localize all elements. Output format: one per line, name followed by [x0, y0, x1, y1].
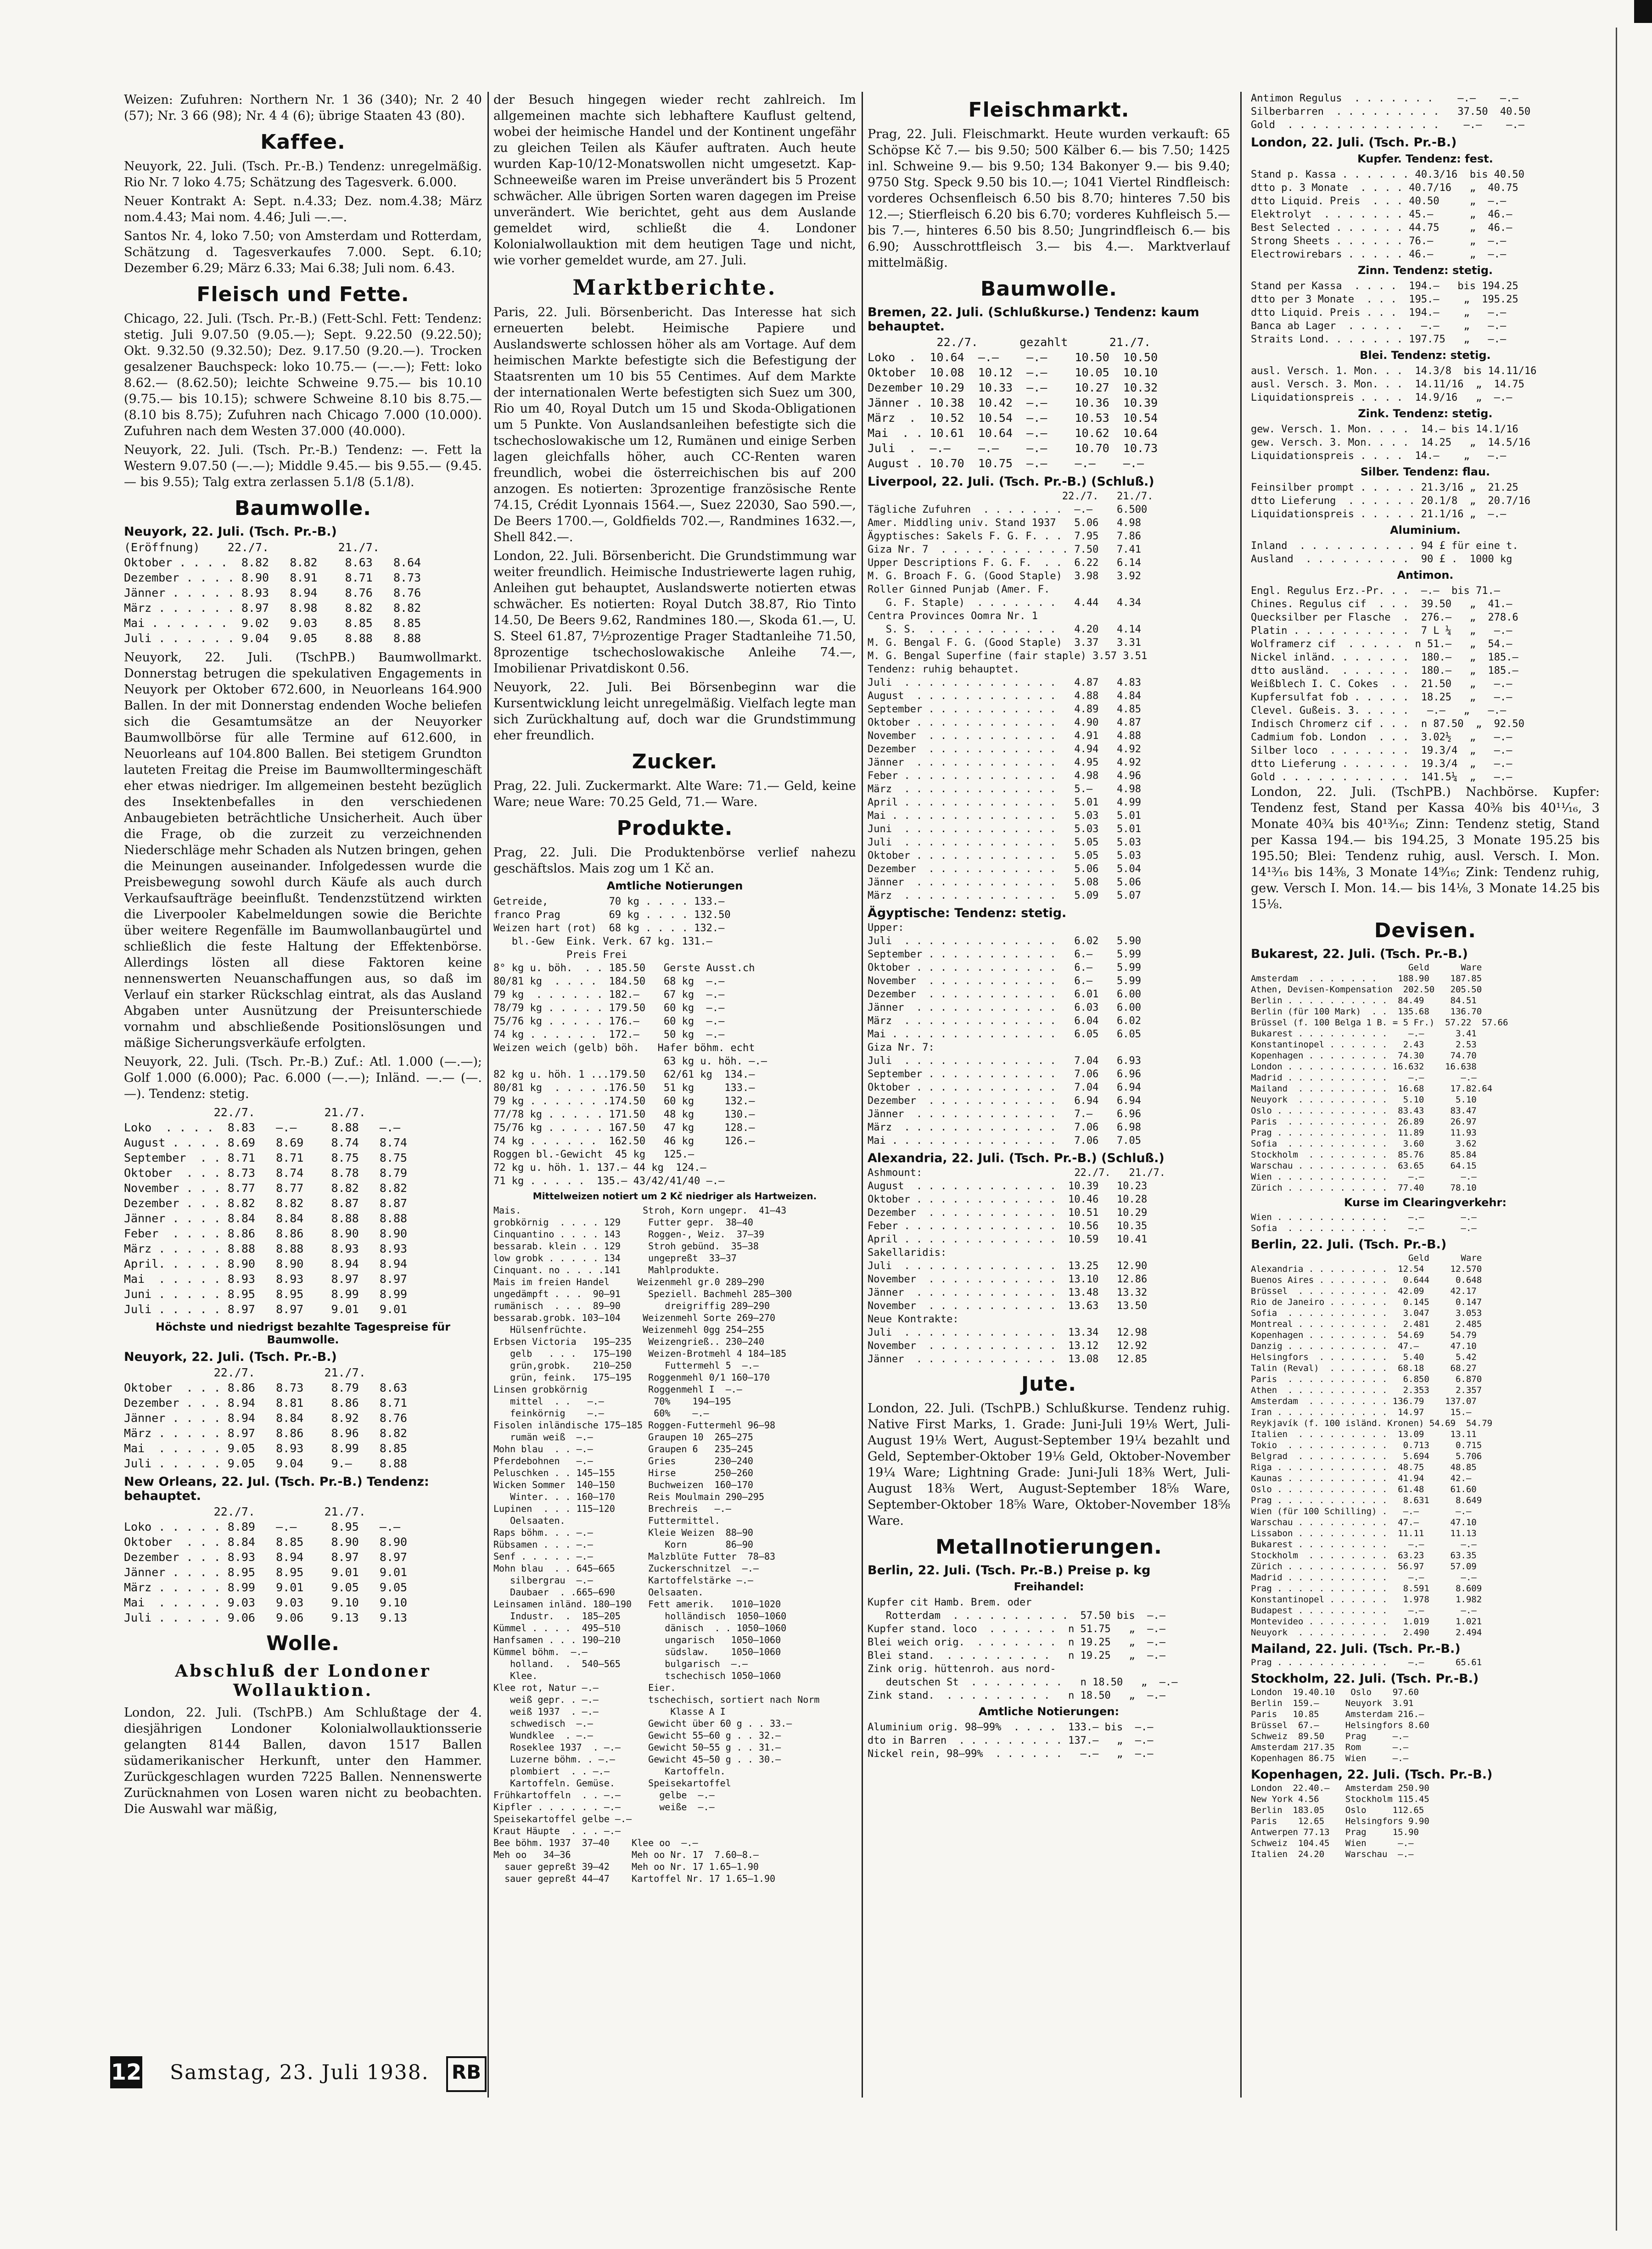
antimon-table: Engl. Regulus Erz.-Pr. . . —.— bis 71.— Chines. Regulus cif . . . 39.50 „ 41.— Quecksilber per Flasche . 276.— „ 278.6 Platin . . . . . . . . . . 7 L ¼ „ —.— Wolframerz cif . . . . . n 51.— „ 54.— Nickel inländ. . . . . . . 180.— „ 185.— dtto ausländ. . . . . . . 180.— „ 185.— Weißblech I. C. Cokes . . 21.50 „ —.— Kupfersulfat fob . . . . . 18.25 „ —.— Clevel. Gußeis. 3. . . . . —.— „ —.— Indisch Chromerz cif . . . n 87.50 „ 92.50 Cadmium fob. London . . . 3.02½ „ —.— Silber loco . . . . . . . 19.3/4 „ —.— dtto Lieferung . . . . . . 19.3/4 „ —.— Gold . . . . . . . . . . . 141.5¼ „ —.— — [1251, 585, 1525, 783]
section-heading-fleisch-fette: Fleisch und Fette. — [196, 283, 409, 306]
column-2 — [493, 92, 856, 2130]
column-4 — [1251, 92, 1600, 2130]
amtliche-table: Getreide, 70 kg . . . . 133.— franco Prag 69 kg . . . . 132.50 Weizen hart (rot) 68 kg . . . . 132.— bl.-Gew Eink. Verk. 67 kg. 131.— Preis Frei 8° kg u. böh. . . 185.50 Gerste Ausst.ch 80/81 kg . . . . 184.50 68 kg —.— 79 kg . . . . . . 182.— 67 kg —.— 78/79 kg . . . . . 179.50 60 kg —.— 75/76 kg . . . . . 176.— 60 kg —.— 74 kg . . . . . . 172.— 50 kg —.— Weizen weich (gelb) böh. Hafer böhm. echt 63 kg u. höh. —.— 82 kg u. höh. 1 ...179.50 62/61 kg 134.— 80/81 kg . . . . .176.50 51 kg 133.— 79 kg . . . . . . .174.50 60 kg 132.— 77/78 kg . . . . . 171.50 48 kg 130.— 75/76 kg . . . . . 167.50 47 kg 128.— 74 kg . . . . . . 162.50 46 kg 126.— Roggen bl.-Gewicht 45 kg 125.— 72 kg u. höh. 1. 137.— 44 kg 124.— 71 kg . . . . . 135.— 43/42/41/40 —.— — [493, 896, 767, 1187]
agypt-heading: Ägyptische: Tendenz: stetig. — [868, 906, 1067, 920]
zinn-table: Stand per Kassa . . . . 194.— bis 194.25 dtto per 3 Monate . . . 195.— „ 195.25 dtto Liquid. Preis . . . 194.— „ —.— Banca ab Lager . . . . . —.— „ —.— Straits Lond. . . . . . . 197.75 „ —.— — [1251, 280, 1518, 345]
wolle-subheading: Abschluß der Londoner Wollauktion. — [175, 1662, 431, 1700]
new-orleans-title: New Orleans, 22. Jul. (Tsch. Pr.-B.) Tendenz: behauptet. — [124, 1475, 429, 1503]
alexandria-table: Ashmount: 22./7. 21./7. August . . . . . . . . . . . . 10.39 10.23 Oktober . . . . . . . . . . . . 10.46 10.28 Dezember . . . . . . . . . . . 10.51 10.29 Feber . . . . . . . . . . . . . 10.56 10.35 April . . . . . . . . . . . . . 10.59 10.41 Sakellaridis: Juli . . . . . . . . . . . . . 13.25 12.90 November . . . . . . . . . . . 13.10 12.86 Jänner . . . . . . . . . . . . 13.48 13.32 November . . . . . . . . . . . 13.63 13.50 Neue Kontrakte: Juli . . . . . . . . . . . . . 13.34 12.98 November . . . . . . . . . . . 13.12 12.92 Jänner . . . . . . . . . . . . 13.08 12.85 — [868, 1167, 1166, 1365]
column-rule — [1240, 92, 1242, 2098]
kupfer-heading: Kupfer. Tendenz: fest. — [1357, 152, 1493, 165]
chicago-report: Chicago, 22. Juli. (Tsch. Pr.-B.) (Fett-Schl. Fett: Tendenz: stetig. Juli 9.07.50 (9.05.—); Sept. 9.22.50 (9.22.50); Okt. 9.32.50 (9.32.50); Dez. 9.17.50 (9.20.—). Trocken gesalzener Bauchspeck: loko 10.75.— (—.—); Fett: loko 8.62.— (8.62.50); leichte Schweine 9.75.— bis 10.10 (9.75.— bis 10.15); schwere Schweine 8.10 bis 8.75.— (8.10 bis 8.75); Zufuhren nach Chicago 7.000 (10.000). Zufuhren nach dem Westen 37.000 (40.000). — [124, 312, 482, 438]
amtliche-metall-table: Aluminium orig. 98—99% . . . . 133.— bis —.— dto in Barren . . . . . . . . . 137.— „ —.— Nickel rein, 98—99% . . . . . . —.— „ —.— — [868, 1722, 1154, 1760]
neuyork-fett-report: Neuyork, 22. Juli. (Tsch. Pr.-B.) Tendenz: —. Fett la Western 9.07.50 (—.—); Middle 9.45.— bis 9.55.— (9.45.— bis 9.55); Talg extra zerlassen 5.1/8 (5.1/8). — [124, 443, 482, 489]
clearing-heading: Kurse im Clearingverkehr: — [1344, 1196, 1507, 1209]
zink-table: gew. Versch. 1. Mon. . . . 14.— bis 14.1/16 gew. Versch. 3. Mon. . . . 14.25 „ 14.5/16 Liquidationspreis . . . . 14.— „ —.— — [1251, 424, 1531, 462]
london-metal-title: London, 22. Juli. (Tsch. Pr.-B.) — [1251, 135, 1457, 150]
bukarest-title: Bukarest, 22. Juli. (Tsch. Pr.-B.) — [1251, 947, 1468, 961]
liverpool-title: Liverpool, 22. Juli. (Tsch. Pr.-B.) (Schluß.) — [868, 475, 1154, 489]
baumwolle-neuyork-title: Neuyork, 22. Juli. (Tsch. Pr.-B.) — [124, 525, 337, 539]
kaffee-kontrakt: Neuer Kontrakt A: Sept. n.4.33; Dez. nom.4.38; März nom.4.43; Mai nom. 4.46; Juli —.—. — [124, 194, 482, 224]
neuyork-boersenbericht: Neuyork, 22. Juli. Bei Börsenbeginn war die Kursentwicklung leicht unregelmäßig. Vielfach legte man sich Zurückhaltung auf, doch war die Grundstimmung eher freundlich. — [493, 680, 856, 743]
berlin-metall-table: Kupfer cit Hamb. Brem. oder Rotterdam . . . . . . . . . . 57.50 bis —.— Kupfer stand. loco . . . . . . n 51.75 „ —.— Blei weich orig. . . . . . . . n 19.25 „ —.— Blei stand. . . . . . . . . . n 19.25 „ —.— Zink orig. hüttenroh. aus nord- deutschen St . . . . . . . . n 18.50 „ —.— Zink stand. . . . . . . . . . n 18.50 „ —.— — [868, 1597, 1178, 1701]
section-heading-zucker: Zucker. — [632, 750, 718, 773]
bukarest-table: Geld Ware Amsterdam . . . . . . . 188.90 187.85 Athen, Devisen-Kompensation 202.50 205.50 Berlin . . . . . . . . . . 84.49 84.51 Berlin (für 100 Mark) . . 135.68 136.70 Brüssel (f. 100 Belga 1 B. = 5 Fr.) 57.22 57.66 Bukarest . . . . . . . . . —.— 3.41 Konstantinopel . . . . . . 2.43 2.53 Kopenhagen . . . . . . . . 74.30 74.70 London . . . . . . . . . . 16.632 16.638 Madrid . . . . . . . . . . —.— —.— Mailand . . . . . . . . . 16.68 17.82.64 Neuyork . . . . . . . . . 5.10 5.10 Oslo . . . . . . . . . . . 83.43 83.47 Paris . . . . . . . . . . 26.89 26.97 Prag . . . . . . . . . . . 11.89 11.93 Sofia . . . . . . . . . . 3.60 3.62 Stockholm . . . . . . . . 85.76 85.84 Warschau . . . . . . . . . 63.65 64.15 Wien . . . . . . . . . . . —.— —.— Zürich . . . . . . . . . . 77.40 78.10 — [1251, 962, 1508, 1193]
kaffee-neuyork: Neuyork, 22. Juli. (Tsch. Pr.-B.) Tendenz: unregelmäßig. Rio Nr. 7 loko 4.75; Schätzung des Tagesverk. 6.000. — [124, 159, 482, 190]
wolle-text: London, 22. Juli. (TschPB.) Am Schlußtage der 4. diesjährigen Londoner Kolonialwollauktionsserie gelangten 8144 Ballen, davon 1517 Ballen südamerikanischer Herkunft, unter den Hammer. Zurückgeschlagen wurden 7225 Ballen. Nennenswerte Zurücknahmen von Losen waren nicht zu beobachten. Die Auswahl war mäßig, — [124, 1706, 482, 1816]
wolle-continued: der Besuch hingegen wieder recht zahlreich. Im allgemeinen machte sich lebhaftere Kauflust geltend, wobei der heimische Handel und der Kontinent ungefähr zu gleichen Teilen als Käufer auftraten. Auch heute wurden Kap-10/12-Monatswollen nicht umgesetzt. Kap-Schneeweiße waren im Preise unverändert bis 5 Prozent schwächer. Alle übrigen Sorten waren dagegen im Preise unverändert. Wie berichtet, geht aus dem Auslande gemeldet wird, schließt die 4. Londoner Kolonialwollauktion mit dem heutigen Tage und nicht, wie vorher gemeldet wurde, am 27. Juli. — [493, 93, 856, 268]
jute-text: London, 22. Juli. (TschPB.) Schlußkurse. Tendenz ruhig. Native First Marks, 1. Grade: Juni-Juli 19⅛ Wert, Juli-August 19⅛ Wert, August-September 19¼ bezahlt und Geld, September-Oktober 19⅛ Geld, Oktober-November 19¼ Ware; Lightning Grade: Juni-Juli 18⅜ Wert, Juli-August 18⅜ Wert, August-September 18⅝ Ware, September-Oktober 18⅝ Ware, Oktober-November 18⅝ Ware. — [868, 1401, 1230, 1528]
nachboerse-text: London, 22. Juli. (TschPB.) Nachbörse. Kupfer: Tendenz fest, Stand per Kassa 40⅜ bis 40¹¹⁄₁₆, 3 Monate 40¾ bis 40¹³⁄₁₆; Zinn: Tendenz stetig, Stand per Kassa 194.— bis 194.25, 3 Monate 195.25 bis 195.50; Blei: Tendenz ruhig, ausl. Versch. I. Mon. 14¹³⁄₁₆ bis 14⅜, 3 Monate 14⁹⁄₁₆; Zink: Tendenz ruhig, gew. Versch I. Mon. 14.— bis 14⅛, 3 Monate 14.25 bis 15⅛. — [1251, 785, 1600, 912]
berlin-devisen-table: Geld Ware Alexandria . . . . . . . . 12.54 12.570 Buenos Aires . . . . . . . 0.644 0.648 Brüssel . . . . . . . . . 42.09 42.17 Rio de Janeiro . . . . . . 0.145 0.147 Sofia . . . . . . . . . . 3.047 3.053 Montreal . . . . . . . . . 2.481 2.485 Kopenhagen . . . . . . . . 54.69 54.79 Danzig . . . . . . . . . . 47.— 47.10 Helsingfors . . . . . . . 5.40 5.42 Talin (Reval) . . . . . . 68.18 68.27 Paris . . . . . . . . . . 6.850 6.870 Athen . . . . . . . . . . 2.353 2.357 Amsterdam . . . . . . . . 136.79 137.07 Iran . . . . . . . . . . . 14.97 15.— Reykjavík (f. 100 isländ. Kronen) 54.69 54.79 Italien . . . . . . . . . 13.09 13.11 Tokio . . . . . . . . . . 0.713 0.715 Belgrad . . . . . . . . . 5.694 5.706 Riga . . . . . . . . . . . 48.75 48.85 Kaunas . . . . . . . . . . 41.94 42.— Oslo . . . . . . . . . . . 61.48 61.60 Prag . . . . . . . . . . . 8.631 8.649 Wien (für 100 Schilling) . —.— —.— Warschau . . . . . . . . . 47.— 47.10 Lissabon . . . . . . . . . 11.11 11.13 Bukarest . . . . . . . . . —.— —.— Stockholm . . . . . . . . 63.23 63.35 Zürich . . . . . . . . . . 56.97 57.09 Madrid . . . . . . . . . . —.— —.— Prag . . . . . . . . . . . 8.591 8.609 Konstantinopel . . . . . . 1.978 1.982 Budapest . . . . . . . . . —.— —.— Montevideo . . . . . . . . 1.019 1.021 Neuyork . . . . . . . . . 2.490 2.494 — [1251, 1253, 1493, 1638]
mittelweizen-note: Mittelweizen notiert um 2 Kč niedriger als Hartweizen. — [532, 1191, 817, 1202]
column-rule — [487, 92, 489, 2098]
kaffee-santos: Santos Nr. 4, loko 7.50; von Amsterdam und Rotterdam, Schätzung d. Tagesverkaufes 7.000. Sept. 6.10; Dezember 6.29; März 6.33; Mai 6.38; Juli nom. 6.43. — [124, 229, 482, 275]
zucker-text: Prag, 22. Juli. Zuckermarkt. Alte Ware: 71.— Geld, keine Ware; neue Ware: 70.25 Geld, 71.— Ware. — [493, 779, 856, 809]
mais-table: Mais. Stroh, Korn ungepr. 41–43 grobkörnig . . . . 129 Futter gepr. 38–40 Cinquantino . . . . 143 Roggen-, Weiz. 37–39 bessarab. klein . . 129 Stroh gebünd. 35–38 low grobk . . . . . 134 ungepreßt 33–37 Cinquant. no . . . .141 Mahlprodukte. Mais im freien Handel Weizenmehl gr.0 289–290 ungedämpft . . . 90–91 Speziell. Bachmehl 285–300 rumänisch . . . 89–90 dreigriffig 289–290 bessarab.grobk. 103–104 Weizenmehl Sorte 269–270 Hülsenfrüchte. Weizenmehl 0gg 254–255 Erbsen Victoria 195–235 Weizengrieß.. 230–240 gelb . . . 175–190 Weizen-Brotmehl 4 184–185 grün,grobk. 210–250 Futtermehl 5 —.— grün, feink. 175–195 Roggenmehl 0/1 160–170 Linsen grobkörnig Roggenmehl I —.— mittel . . —.— 70% 194–195 feinkörnig —.— 60% —.— Fisolen inländische 175–185 Roggen-Futtermehl 96–98 rumän weiß —.— Graupen 10 265–275 Mohn blau . . —.— Graupen 6 235–245 Pferdebohnen —.— Gries 230–240 Peluschken . . 145–155 Hirse 250–260 Wicken Sommer 140–150 Buchweizen 160–170 Winter. . . 160–170 Reis Moulmain 290–295 Lupinen . . . 115–120 Brechreis —.— Oelsaaten. Futtermittel. Raps böhm. . . —.— Kleie Weizen 88–90 Rübsamen . . . —.— Korn 86–90 Senf . . . . . —.— Malzblüte Futter 78–83 Mohn blau . . 645–665 Zuckerschnitzel —.— silbergrau —.— Kartoffelstärke —.— Daubaer . .665–690 Oelsaaten. Leinsamen inländ. 180–190 Fett amerik. 1010–1020 Industr. . 185–205 holländisch 1050–1060 Kümmel . . . . 495–510 dänisch . . 1050–1060 Hanfsamen . . . 190–210 ungarisch 1050–1060 Kümmel böhm. —.— südslaw. 1050–1060 holland. . 540–565 bulgarisch —.— Klee. tschechisch 1050–1060 Klee rot, Natur —.— Eier. weiß gepr. . —.— tschechisch, sortiert nach Norm weiß 1937 . —.— Klasse A I schwedisch —.— Gewicht über 60 g . . 33.— Wundklee . —.— Gewicht 55–60 g . . 32.— Roseklee 1937 . —.— Gewicht 50–55 g . . 31.— Luzerne böhm. . —.— Gewicht 45–50 g . . 30.— plombiert . . —.— Kartoffeln. Kartoffeln. Gemüse. Speisekartoffel Frühkartoffeln . . —.— gelbe —.— Kipfler . . . . . . —.— weiße —.— Speisekartoffel gelbe —.— Kraut Häupte . . . —.— Bee böhm. 1937 37–40 Klee oo —.— Meh oo 34–36 Meh oo Nr. 17 7.60–8.— sauer gepreßt 39–42 Meh oo Nr. 17 1.65–1.90 sauer gepreßt 44–47 Kartoffel Nr. 17 1.65–1.90 — [493, 1205, 820, 1884]
produkte-text: Prag, 22. Juli. Die Produktenbörse verlief nahezu geschäftslos. Mais zog um 1 Kč an. — [493, 845, 856, 876]
antimon-heading: Antimon. — [1397, 569, 1454, 582]
column-3 — [868, 92, 1230, 2130]
section-heading-produkte: Produkte. — [616, 817, 733, 840]
page-edge — [1616, 28, 1617, 2231]
stockholm-table: London 19.40.10 Oslo 97.60 Berlin 159.— Neuyork 3.91 Paris 10.85 Amsterdam 216.— Brüssel 67.— Helsingfors 8.60 Schweiz 89.50 Prag —.— Amsterdam 217.35 Rom —.— Kopenhagen 86.75 Wien —.— — [1251, 1687, 1429, 1763]
masthead-logo: RB — [446, 2056, 487, 2092]
bremen-title: Bremen, 22. Juli. (Schlußkurse.) Tendenz: kaum behauptet. — [868, 305, 1199, 334]
liverpool-table-2: Juli . . . . . . . . . . . . . 4.87 4.83 August . . . . . . . . . . . . 4.88 4.84 September . . . . . . . . . . . 4.89 4.85 Oktober . . . . . . . . . . . . 4.90 4.87 November . . . . . . . . . . . 4.91 4.88 Dezember . . . . . . . . . . . 4.94 4.92 Jänner . . . . . . . . . . . . 4.95 4.92 Feber . . . . . . . . . . . . . 4.98 4.96 März . . . . . . . . . . . . . 5.— 4.98 April . . . . . . . . . . . . . 5.01 4.99 Mai . . . . . . . . . . . . . . 5.03 5.01 Juni . . . . . . . . . . . . . 5.03 5.01 Juli . . . . . . . . . . . . . 5.05 5.03 Oktober . . . . . . . . . . . . 5.05 5.03 Dezember . . . . . . . . . . . 5.06 5.04 Jänner . . . . . . . . . . . . 5.08 5.06 März . . . . . . . . . . . . . 5.09 5.07 — [868, 677, 1142, 901]
kopenhagen-title: Kopenhagen, 22. Juli. (Tsch. Pr.-B.) — [1251, 1768, 1493, 1782]
aluminium-heading: Aluminium. — [1390, 524, 1461, 537]
aluminium-table: Inland . . . . . . . . . . 94 £ für eine t. Ausland . . . . . . . . . 90 £ . 1000 kg — [1251, 540, 1518, 565]
blei-heading: Blei. Tendenz: stetig. — [1360, 349, 1491, 362]
mailand-title: Mailand, 22. Juli. (Tsch. Pr.-B.) — [1251, 1642, 1461, 1656]
berlin-devisen-title: Berlin, 22. Juli. (Tsch. Pr.-B.) — [1251, 1237, 1447, 1252]
new-orleans-table: 22./7. 21./7. Loko . . . . . 8.89 —.— 8.95 —.— Oktober . . . 8.84 8.85 8.90 8.90 Dezember . . . 8.93 8.94 8.97 8.97 Jänner . . . . 8.95 8.95 9.01 9.01 März . . . . . 8.99 9.01 9.05 9.05 Mai . . . . . 9.03 9.03 9.10 9.10 Juli . . . . . 9.06 9.06 9.13 9.13 — [124, 1505, 408, 1624]
silber-table: Feinsilber prompt . . . . . 21.3/16 „ 21.25 dtto Lieferung . . . . . . 20.1/8 „ 20.7/16 Liquidationspreis . . . . . 21.1/16 „ —.— — [1251, 482, 1531, 520]
agypt-table: Upper: Juli . . . . . . . . . . . . . 6.02 5.90 September . . . . . . . . . . . 6.— 5.99 Oktober . . . . . . . . . . . . 6.— 5.99 November . . . . . . . . . . . 6.— 5.99 Dezember . . . . . . . . . . . 6.01 6.00 Jänner . . . . . . . . . . . . 6.03 6.00 März . . . . . . . . . . . . . 6.04 6.02 Mai . . . . . . . . . . . . . . 6.05 6.05 Giza Nr. 7: Juli . . . . . . . . . . . . . 7.04 6.93 September . . . . . . . . . . . 7.06 6.96 Oktober . . . . . . . . . . . . 7.04 6.94 Dezember . . . . . . . . . . . 6.94 6.94 Jänner . . . . . . . . . . . . 7.— 6.96 März . . . . . . . . . . . . . 7.06 6.98 Mai . . . . . . . . . . . . . . 7.06 7.05 — [868, 922, 1142, 1147]
silber-heading: Silber. Tendenz: flau. — [1360, 465, 1490, 478]
kupfer-table: Stand p. Kassa . . . . . . 40.3/16 bis 40.50 dtto p. 3 Monate . . . . 40.7/16 „ 40.75 dtto Liquid. Preis . . . 40.50 „ —.— Elektrolyt . . . . . . . 45.— „ 46.— Best Selected . . . . . . 44.75 „ 46.— Strong Sheets . . . . . . 76.— „ —.— Electrowirebars . . . . . 46.— „ —.— — [1251, 169, 1525, 260]
baumwolle-neuyork-2: Neuyork, 22. Juli. (Tsch. Pr.-B.) Zuf.: Atl. 1.000 (—.—); Golf 1.000 (6.000); Pac. 6.000 (—.—); Inländ. —.— (—.—). Tendenz: stetig. — [124, 1055, 482, 1101]
berlin-metall-title: Berlin, 22. Juli. (Tsch. Pr.-B.) Preise p. kg — [868, 1563, 1151, 1578]
section-heading-kaffee: Kaffee. — [260, 130, 346, 154]
crop-mark — [1634, 0, 1652, 23]
antimon-top-table: Antimon Regulus . . . . . . . —.— —.— Silberbarren . . . . . . . . . 37.50 40.50 Gold . . . . . . . . . . . . . —.— —.— — [1251, 93, 1531, 131]
section-heading-wolle: Wolle. — [266, 1632, 340, 1655]
baumwolle-neuyork-2-table: 22./7. 21./7. Loko . . . . 8.83 —.— 8.88 —.— August . . . . 8.69 8.69 8.74 8.74 September . . 8.71 8.71 8.75 8.75 Oktober . . . 8.73 8.74 8.78 8.79 November . . . 8.77 8.77 8.82 8.82 Dezember . . . 8.82 8.82 8.87 8.87 Jänner . . . . 8.84 8.84 8.88 8.88 Feber . . . . 8.86 8.86 8.90 8.90 März . . . . . 8.88 8.88 8.93 8.93 April. . . . . 8.90 8.90 8.94 8.94 Mai . . . . . 8.93 8.93 8.97 8.97 Juni . . . . . 8.95 8.95 8.99 8.99 Juli . . . . . 8.97 8.97 9.01 9.01 — [124, 1106, 408, 1316]
baumwolle-neuyork-table: (Eröffnung) 22./7. 21./7. Oktober . . . . 8.82 8.82 8.63 8.64 Dezember . . . . 8.90 8.91 8.71 8.73 Jänner . . . . . 8.93 8.94 8.76 8.76 März . . . . . . 8.97 8.98 8.82 8.82 Mai . . . . . . 9.02 9.03 8.85 8.85 Juli . . . . . . 9.04 9.05 8.88 8.88 — [124, 541, 421, 645]
issue-date: Samstag, 23. Juli 1938. — [170, 2061, 429, 2084]
section-heading-baumwolle-2: Baumwolle. — [980, 277, 1117, 301]
section-heading-baumwolle: Baumwolle. — [235, 497, 371, 520]
page-number: 12 — [110, 2056, 142, 2088]
section-heading-fleischmarkt: Fleischmarkt. — [968, 98, 1130, 122]
liverpool-table: 22./7. 21./7. Tägliche Zufuhren . . . . . . . —.— 6.500 Amer. Middling univ. Stand 1937 5.06 4.98 Ägyptisches: Sakels F. G. F. . . 7.95 7.86 Giza Nr. 7 . . . . . . . . . . . 7.50 7.41 Upper Descriptions F. G. F. . . 6.22 6.14 M. G. Broach F. G. (Good Staple) 3.98 3.92 Roller Ginned Punjab (Amer. F. G. F. Staple) . . . . . . . 4.44 4.34 Centra Provinces Oomra Nr. 1 S. S. . . . . . . . . . . . 4.20 4.14 M. G. Bengal F. G. (Good Staple) 3.37 3.31 M. G. Bengal Superfine (fair staple) 3.57 3.51 Tendenz: ruhig behauptet. — [868, 491, 1154, 675]
fleischmarkt-text: Prag, 22. Juli. Fleischmarkt. Heute wurden verkauft: 65 Schöpse Kč 7.— bis 9.50; 500 Kälber 6.— bis 7.50; 1425 inl. Schweine 9.— bis 9.50; 134 Bakonyer 9.— bis 9.40; 9750 Stg. Speck 9.50 bis 10.—; 1041 Viertel Rindfleisch: vorderes Ochsenfleisch 6.50 bis 8.70; hinteres 7.50 bis 12.—; Stierfleisch 6.20 bis 6.70; vorderes Kuhfleisch 5.— bis 7.—, hinteres 6.50 bis 8.50; Jungrindfleisch 6.— bis 6.90; Ausschrottfleisch 3.— bis 4.—. Marktverlauf mittelmäßig. — [868, 127, 1230, 270]
section-heading-marktberichte: Marktberichte. — [572, 275, 777, 300]
london-boersenbericht: London, 22. Juli. Börsenbericht. Die Grundstimmung war weiter freundlich. Heimische Industriewerte lagen ruhig, Anleihen gut behauptet, Auslandswerte notierten etwas schwächer. Es notierten: Royal Dutch 38.87, Rio Tinto 14.50, De Beers 9.62, Randmines 180.—, Skoda 61.—, U. S. Steel 61.87, 7½prozentige Prager Stadtanleihe 71.50, 8prozentige tschechoslowakische Anleihe 74.—, Imobilienar Privatdiskont 0.56. — [493, 549, 856, 676]
zink-heading: Zink. Tendenz: stetig. — [1358, 407, 1493, 420]
amtliche-notierungen-2: Amtliche Notierungen: — [978, 1705, 1120, 1718]
section-heading-devisen: Devisen. — [1374, 919, 1477, 942]
zinn-heading: Zinn. Tendenz: stetig. — [1357, 264, 1493, 277]
baumwolle-market-text: Neuyork, 22. Juli. (TschPB.) Baumwollmarkt. Donnerstag betrugen die spekulativen Engagements in Neuyork per Oktober 672.600, in Neuorleans 164.900 Ballen. In der mit Donnerstag endenden Woche beliefen sich die Gesamtumsätze an der Neuyorker Baumwollbörse für alle Termine auf 612.600, in Neuorleans auf 104.800 Ballen. Bei stetigem Grundton lauteten Freitag die Preise im Baumwolltermingeschäft eher etwas niedriger. Im allgemeinen besteht bezüglich des Insektenbefalles in den verschiedenen Anbaugebieten beträchtliche Unsicherheit. Auch über die Frage, ob die zurzeit zu verzeichnenden Niederschläge mehr Schaden als Nutzen bringen, gehen die Meinungen auseinander. Infolgedessen wurde die Preisbewegung sowohl durch Käufe als auch durch Verkaufsaufträge beeinflußt. Tendenzstützend wirkten die Liverpooler Kabelmeldungen sowie die Berichte über weitere Regenfälle im Baumwollanbaugürtel und schließlich die feste Haltung der Effektenbörse. Allerdings lösten all diese Faktoren keine nennenswerten Neuanschaffungen aus, so daß im Verlauf ein starker Rückschlag eintrat, als das Ausland Abgaben unter Ausnützung der Preisunterschiede vornahm und abschließende Positionslösungen und mäßige Sicherungsverkäufe erfolgten. — [124, 650, 482, 1050]
column-1 — [124, 92, 482, 2130]
hochste-table: 22./7. 21./7. Oktober . . . 8.86 8.73 8.79 8.63 Dezember . . . 8.94 8.81 8.86 8.71 Jänner . . . . 8.94 8.84 8.92 8.76 März . . . . . 8.97 8.86 8.96 8.82 Mai . . . . . 9.05 8.93 8.99 8.85 Juli . . . . . 9.05 9.04 9.— 8.88 — [124, 1366, 408, 1470]
hochste-neuyork: Neuyork, 22. Juli. (Tsch. Pr.-B.) — [124, 1350, 337, 1364]
paris-boersenbericht: Paris, 22. Juli. Börsenbericht. Das Interesse hat sich erneuerten belebt. Heimische Papiere und Auslandswerte schlossen höher als am Vortage. Auf dem heimischen Markte befestigte sich die Befestigung der Staatsrenten um 10 bis 55 Centimes. Auf dem Markte der internationalen Werte befestigten sich Suez um 300, Rio um 40, Royal Dutch um 15 und Skoda-Obligationen um 5 Punkte. Von Auslandsanleihen befestigte sich die tschechoslowakische um 12, Rumänen und einige Serben lagen gleichfalls höher, auch CC-Renten waren freundlich, wobei die österreichischen bis auf 200 anzogen. Es notierten: 3prozentige französische Rente 74.15, Crédit Lyonnais 1564.—, Suez 22030, Sao 590.—, De Beers 1700.—, Goldfields 702.—, Randmines 1632.—, Shell 842.—. — [493, 305, 856, 544]
section-heading-metall: Metallnotierungen. — [935, 1535, 1162, 1559]
freihandel-heading: Freihandel: — [1014, 1580, 1084, 1593]
alexandria-title: Alexandria, 22. Juli. (Tsch. Pr.-B.) (Schluß.) — [868, 1151, 1165, 1165]
stockholm-title: Stockholm, 22. Juli. (Tsch. Pr.-B.) — [1251, 1672, 1479, 1686]
amtliche-notierungen-heading: Amtliche Notierungen — [606, 879, 743, 892]
weizen-zufuhren: Weizen: Zufuhren: Northern Nr. 1 36 (340); Nr. 2 40 (57); Nr. 3 66 (98); Nr. 4 4 (6); übrige Staaten 43 (80). — [124, 93, 482, 123]
section-heading-jute: Jute. — [1021, 1372, 1077, 1396]
kopenhagen-table: London 22.40.— Amsterdam 250.90 New York 4.56 Stockholm 115.45 Berlin 183.05 Oslo 112.65 Paris 12.65 Helsingfors 9.90 Antwerpen 77.13 Prag 15.90 Schweiz 104.45 Wien —.— Italien 24.20 Warschau —.— — [1251, 1783, 1429, 1859]
column-rule — [862, 92, 863, 2098]
hochste-heading: Höchste und niedrigst bezahlte Tagespreise für Baumwolle. — [155, 1320, 451, 1346]
clearing-table: Wien . . . . . . . . . . . —.— —.— Sofia . . . . . . . . . . —.— —.— — [1251, 1212, 1477, 1233]
bremen-table: 22./7. gezahlt 21./7. Loko . 10.64 —.— —.— 10.50 10.50 Oktober 10.08 10.12 —.— 10.05 10.10 Dezember 10.29 10.33 —.— 10.27 10.32 Jänner . 10.38 10.42 —.— 10.36 10.39 März . 10.52 10.54 —.— 10.53 10.54 Mai . . 10.61 10.64 —.— 10.62 10.64 Juli . —.— —.— —.— 10.70 10.73 August . 10.70 10.75 —.— —.— —.— — [868, 336, 1158, 470]
mailand-table: Prag . . . . . . . . . . . —.— 65.61 — [1251, 1657, 1482, 1667]
blei-table: ausl. Versch. 1. Mon. . . 14.3/8 bis 14.11/16 ausl. Versch. 3. Mon. . . 14.11/16 „ 14.75 Liquidationspreis . . . . 14.9/16 „ —.— — [1251, 365, 1537, 403]
page-footer — [110, 2056, 487, 2093]
